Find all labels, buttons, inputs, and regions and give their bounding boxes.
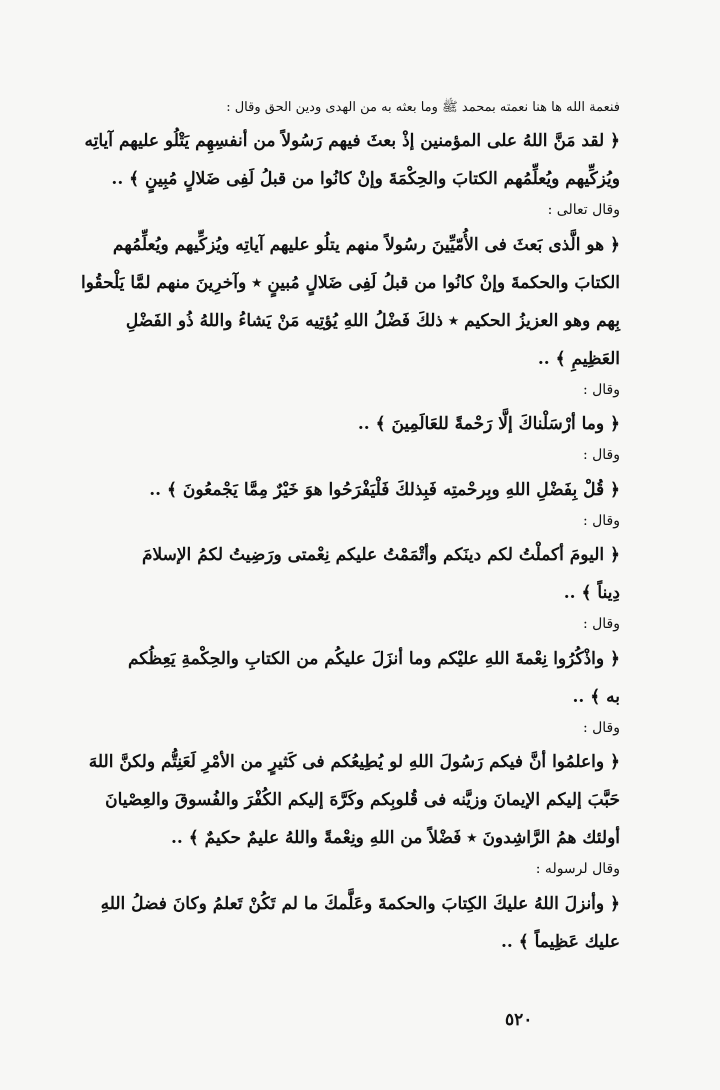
said-line: وقال : <box>582 381 620 398</box>
page-number: ٥٢٠ <box>505 1010 533 1030</box>
said-line: وقال : <box>582 719 620 736</box>
quote-block <box>56 720 620 858</box>
verse-line: دِيناً ﴾ .. <box>563 583 620 604</box>
quote-block <box>56 122 620 198</box>
verse-line: العَظِيمِ ﴾ .. <box>537 348 620 369</box>
verse-line: ﴿ واذْكُرُوا نِعْمةَ اللهِ عليْكم وما أنزَلَ عليكُم من الكتابِ والحِكْمةِ يَعِظُكم <box>127 648 620 669</box>
intro-line: فنعمة الله ها هنا نعمته بمحمد ﷺ وما بعثه به من الهدى ودين الحق وقال : <box>226 100 620 115</box>
verse-line: ﴿ لقد مَنَّ اللهُ على المؤمنين إذْ بعثَ فيهم رَسُولاً من أنفسِهِم يَتْلُو عليهم آياتِه <box>84 131 620 152</box>
verse-line: حَبَّبَ إليكم الإيمانَ وزيَّنه فى قُلوبِكم وكَرَّهَ إليكم الكُفْرَ والفُسوقَ والعِصْيانَ <box>105 790 620 811</box>
verse-line: الكتابَ والحكمةَ وإنْ كانُوا من قبلُ لَفِى ضَلالٍ مُبينٍ ٭ وآخرِينَ منهم لمَّا يَلْحقُوا <box>80 272 620 293</box>
verse-line: ﴿ وما أرْسَلْناكَ إلَّا رَحْمةً للعَالَمِينَ ﴾ .. <box>357 414 620 435</box>
verse-line: ويُزكِّيهم ويُعلِّمُهم الكتابَ والحِكْمَةَ وإنْ كانُوا من قبلُ لَفِى ضَلالٍ مُبِينٍ ﴾ .. <box>111 169 620 190</box>
quote-block <box>56 202 620 378</box>
said-line: وقال : <box>582 447 620 464</box>
verse-line: ﴿ واعلمُوا أنَّ فيكم رَسُولَ اللهِ لو يُطِيعُكم فى كَثيرٍ من الأمْرِ لَعَنِتُّم ولكنَّ اللهَ <box>88 752 620 773</box>
verses-container <box>56 122 620 961</box>
verse-line: ﴿ وأنزلَ اللهُ عليكَ الكِتابَ والحكمةَ وعَلَّمكَ ما لم تَكُنْ تَعلمُ وكانَ فضلُ اللهِ <box>100 893 620 914</box>
verse-line: عليك عَظِيماً ﴾ .. <box>500 931 620 952</box>
verse-line: أولئك همُ الرَّاشِدونَ ٭ فَضْلاً من اللهِ ونِعْمةً واللهُ عليمٌ حكيمٌ ﴾ .. <box>171 828 620 849</box>
verse-line: ﴿ اليومَ أكملْتُ لكم دينَكم وأتْمَمْتُ عليكم نِعْمتى ورَضِيتُ لكمُ الإسلامَ <box>141 545 620 566</box>
verse-line: به ﴾ .. <box>572 686 620 707</box>
said-line: وقال تعالى : <box>547 202 620 219</box>
quote-block <box>56 513 620 613</box>
said-line: وقال : <box>582 512 620 529</box>
verse-line: ﴿ هو الَّذى بَعثَ فى الأُمّيِّينَ رسُولاً منهم يتلُو عليهم آياتِه ويُزكِّيهم ويُعلِّمُهم <box>112 234 620 255</box>
quote-block <box>56 861 620 961</box>
said-line: وقال لرسوله : <box>535 861 620 878</box>
quote-block <box>56 382 620 444</box>
verse-line: بِهم وهو العزيزُ الحكيم ٭ ذلكَ فَضْلُ اللهِ يُؤتِيه مَنْ يَشاءُ واللهُ ذُو الفَضْلِ <box>125 310 620 331</box>
quote-block <box>56 616 620 716</box>
quote-block <box>56 447 620 509</box>
verse-line: ﴿ قُلْ بِفَضْلِ اللهِ وبِرحْمتِه فَبِذلكَ فَلْيَفْرَحُوا هوَ خَيْرٌ مِمَّا يَجْمعُونَ ﴾ .. <box>149 479 620 500</box>
said-line: وقال : <box>582 616 620 633</box>
